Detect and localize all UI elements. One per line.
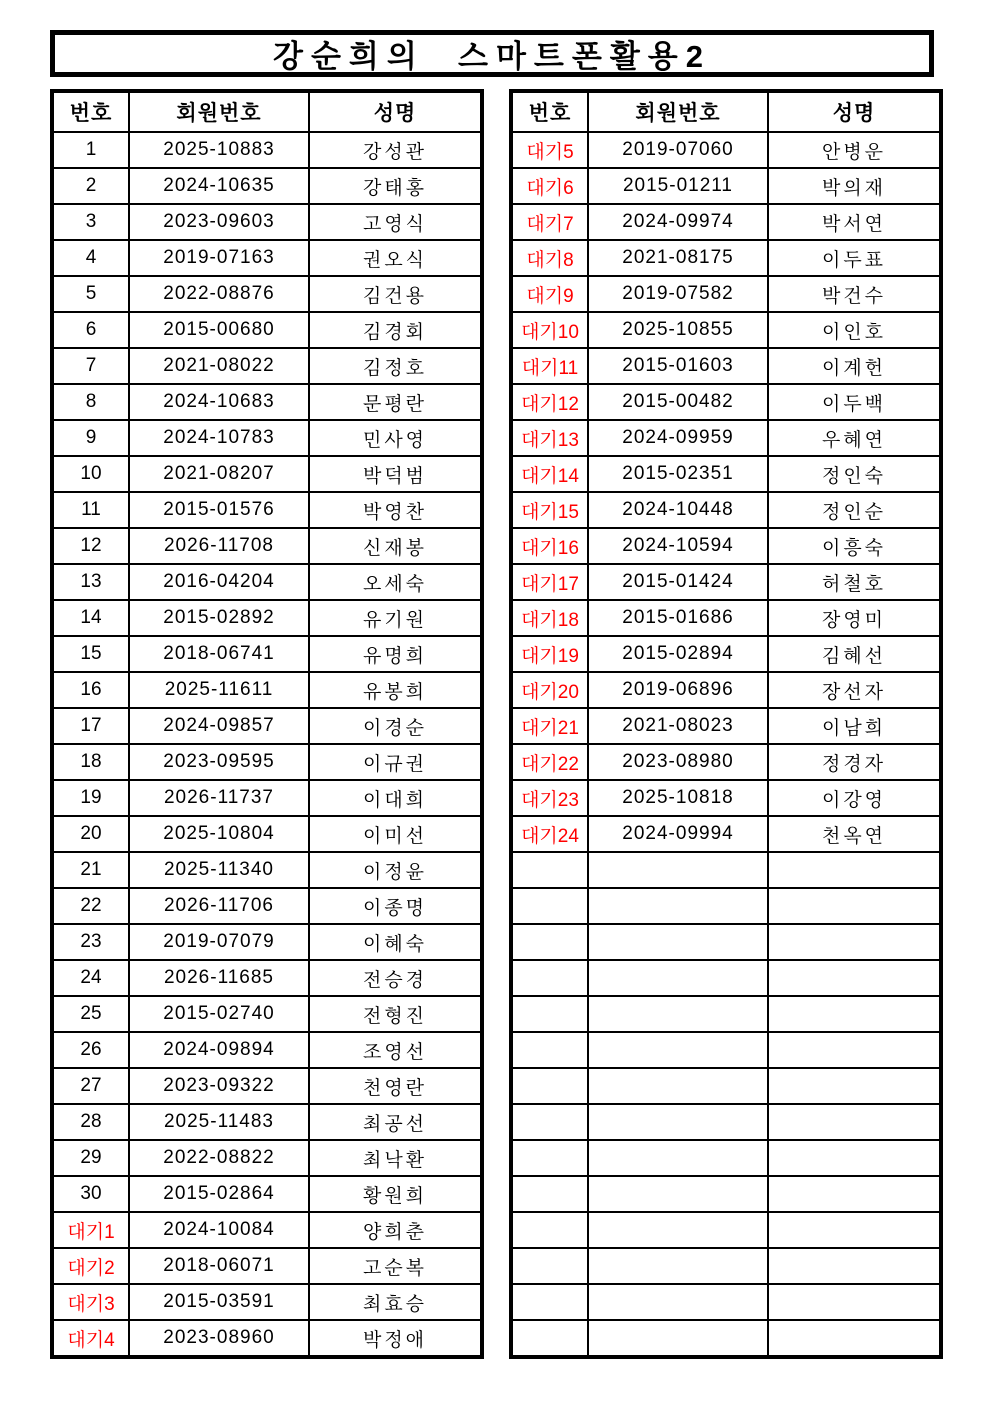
row-number-cell: 대기20 [511, 672, 588, 708]
member-name-cell [768, 852, 941, 888]
header-name: 성명 [768, 91, 941, 132]
right-roster-body [511, 132, 941, 1357]
member-id-cell: 2015-02351 [588, 456, 768, 492]
member-id-cell: 2025-11611 [129, 672, 309, 708]
member-id-cell: 2026-11685 [129, 960, 309, 996]
row-number-cell: 4 [52, 240, 129, 276]
row-number-cell: 대기5 [511, 132, 588, 168]
table-row [52, 168, 482, 204]
row-number-cell [511, 1320, 588, 1357]
member-id-cell: 2021-08023 [588, 708, 768, 744]
table-row [511, 996, 941, 1032]
member-id-cell [588, 1212, 768, 1248]
member-name-cell: 양희춘 [309, 1212, 482, 1248]
table-row [52, 780, 482, 816]
member-name-cell: 박서연 [768, 204, 941, 240]
table-row [52, 708, 482, 744]
member-name-cell: 박영찬 [309, 492, 482, 528]
row-number-cell: 9 [52, 420, 129, 456]
member-name-cell: 이계헌 [768, 348, 941, 384]
header-member-id: 회원번호 [588, 91, 768, 132]
member-id-cell: 2018-06071 [129, 1248, 309, 1284]
table-row [52, 600, 482, 636]
row-number-cell [511, 888, 588, 924]
member-name-cell [768, 1212, 941, 1248]
member-name-cell [768, 924, 941, 960]
table-row [52, 816, 482, 852]
table-row [511, 600, 941, 636]
member-name-cell [768, 1068, 941, 1104]
table-row [52, 276, 482, 312]
member-id-cell: 2023-09595 [129, 744, 309, 780]
member-id-cell: 2026-11706 [129, 888, 309, 924]
member-name-cell: 전승경 [309, 960, 482, 996]
table-row [52, 456, 482, 492]
member-name-cell [768, 1140, 941, 1176]
table-row [511, 168, 941, 204]
table-row [52, 888, 482, 924]
member-id-cell: 2022-08876 [129, 276, 309, 312]
table-row [511, 240, 941, 276]
member-name-cell: 이인호 [768, 312, 941, 348]
member-name-cell: 김경회 [309, 312, 482, 348]
table-row [52, 492, 482, 528]
table-row [511, 1176, 941, 1212]
row-number-cell [511, 1068, 588, 1104]
member-name-cell [768, 996, 941, 1032]
member-id-cell: 2015-01211 [588, 168, 768, 204]
row-number-cell: 21 [52, 852, 129, 888]
table-row [511, 492, 941, 528]
table-row [52, 1068, 482, 1104]
member-id-cell: 2015-01424 [588, 564, 768, 600]
member-name-cell: 이대희 [309, 780, 482, 816]
member-name-cell: 민사영 [309, 420, 482, 456]
row-number-cell: 대기19 [511, 636, 588, 672]
left-roster-table [50, 89, 484, 1359]
table-row [52, 852, 482, 888]
table-row [511, 1068, 941, 1104]
row-number-cell: 11 [52, 492, 129, 528]
member-name-cell: 박정애 [309, 1320, 482, 1357]
row-number-cell: 25 [52, 996, 129, 1032]
member-id-cell [588, 996, 768, 1032]
member-id-cell: 2015-01603 [588, 348, 768, 384]
table-row [52, 348, 482, 384]
table-row [52, 420, 482, 456]
member-id-cell [588, 1032, 768, 1068]
table-row [52, 312, 482, 348]
table-row [511, 960, 941, 996]
member-name-cell: 박의재 [768, 168, 941, 204]
member-name-cell: 이규권 [309, 744, 482, 780]
row-number-cell: 30 [52, 1176, 129, 1212]
row-number-cell [511, 1176, 588, 1212]
member-id-cell: 2019-06896 [588, 672, 768, 708]
row-number-cell: 27 [52, 1068, 129, 1104]
member-id-cell: 2015-02864 [129, 1176, 309, 1212]
table-row [52, 204, 482, 240]
left-roster-body [52, 132, 482, 1357]
member-name-cell: 허철호 [768, 564, 941, 600]
member-id-cell: 2025-10855 [588, 312, 768, 348]
table-row [511, 708, 941, 744]
member-id-cell [588, 1320, 768, 1357]
row-number-cell: 20 [52, 816, 129, 852]
table-row [511, 1104, 941, 1140]
row-number-cell: 22 [52, 888, 129, 924]
member-name-cell: 문평란 [309, 384, 482, 420]
table-row [511, 744, 941, 780]
row-number-cell [511, 852, 588, 888]
row-number-cell: 대기7 [511, 204, 588, 240]
row-number-cell: 대기18 [511, 600, 588, 636]
row-number-cell: 16 [52, 672, 129, 708]
row-number-cell [511, 924, 588, 960]
row-number-cell: 대기23 [511, 780, 588, 816]
member-name-cell: 정인순 [768, 492, 941, 528]
member-name-cell: 김혜선 [768, 636, 941, 672]
table-row [52, 1212, 482, 1248]
member-name-cell: 장영미 [768, 600, 941, 636]
row-number-cell: 19 [52, 780, 129, 816]
member-name-cell: 유명희 [309, 636, 482, 672]
row-number-cell: 대기11 [511, 348, 588, 384]
member-name-cell: 김정호 [309, 348, 482, 384]
member-name-cell [768, 1032, 941, 1068]
member-id-cell: 2025-10883 [129, 132, 309, 168]
row-number-cell: 대기17 [511, 564, 588, 600]
member-id-cell: 2024-10448 [588, 492, 768, 528]
row-number-cell [511, 1212, 588, 1248]
member-id-cell [588, 1068, 768, 1104]
member-name-cell: 조영선 [309, 1032, 482, 1068]
member-id-cell: 2019-07060 [588, 132, 768, 168]
table-row [511, 888, 941, 924]
table-row [52, 744, 482, 780]
member-name-cell: 최낙환 [309, 1140, 482, 1176]
member-id-cell: 2025-10818 [588, 780, 768, 816]
page-title [50, 30, 934, 77]
member-name-cell: 오세숙 [309, 564, 482, 600]
row-number-cell: 대기22 [511, 744, 588, 780]
table-row [511, 204, 941, 240]
member-id-cell [588, 888, 768, 924]
page-title-text: 강순희의 스마트폰활용2 [273, 39, 711, 74]
member-name-cell: 천영란 [309, 1068, 482, 1104]
member-name-cell: 천옥연 [768, 816, 941, 852]
member-name-cell: 이종명 [309, 888, 482, 924]
table-row [511, 1140, 941, 1176]
member-id-cell: 2015-03591 [129, 1284, 309, 1320]
table-row [511, 1284, 941, 1320]
row-number-cell: 대기13 [511, 420, 588, 456]
row-number-cell: 10 [52, 456, 129, 492]
row-number-cell: 24 [52, 960, 129, 996]
row-number-cell: 대기2 [52, 1248, 129, 1284]
member-name-cell [768, 888, 941, 924]
member-id-cell: 2025-11483 [129, 1104, 309, 1140]
row-number-cell: 8 [52, 384, 129, 420]
row-number-cell: 29 [52, 1140, 129, 1176]
member-id-cell: 2015-02740 [129, 996, 309, 1032]
row-number-cell: 대기3 [52, 1284, 129, 1320]
member-name-cell [768, 960, 941, 996]
table-row [52, 132, 482, 168]
member-name-cell [768, 1176, 941, 1212]
member-id-cell: 2015-00482 [588, 384, 768, 420]
member-name-cell: 박덕범 [309, 456, 482, 492]
table-row [511, 384, 941, 420]
header-name: 성명 [309, 91, 482, 132]
member-id-cell: 2021-08022 [129, 348, 309, 384]
table-row [52, 528, 482, 564]
member-name-cell [768, 1284, 941, 1320]
table-row [511, 312, 941, 348]
member-id-cell [588, 852, 768, 888]
row-number-cell: 대기9 [511, 276, 588, 312]
member-id-cell: 2015-01576 [129, 492, 309, 528]
member-id-cell: 2016-04204 [129, 564, 309, 600]
member-name-cell: 전형진 [309, 996, 482, 1032]
row-number-cell [511, 1032, 588, 1068]
row-number-cell: 대기6 [511, 168, 588, 204]
member-id-cell: 2021-08175 [588, 240, 768, 276]
table-row [52, 960, 482, 996]
row-number-cell: 5 [52, 276, 129, 312]
table-row [511, 816, 941, 852]
member-name-cell: 황원희 [309, 1176, 482, 1212]
table-row [511, 348, 941, 384]
member-id-cell: 2026-11708 [129, 528, 309, 564]
member-id-cell: 2024-10783 [129, 420, 309, 456]
member-id-cell: 2019-07163 [129, 240, 309, 276]
member-id-cell: 2021-08207 [129, 456, 309, 492]
row-number-cell: 13 [52, 564, 129, 600]
row-number-cell: 14 [52, 600, 129, 636]
member-name-cell: 이남희 [768, 708, 941, 744]
header-member-id: 회원번호 [129, 91, 309, 132]
member-name-cell: 우혜연 [768, 420, 941, 456]
row-number-cell: 6 [52, 312, 129, 348]
header-no: 번호 [511, 91, 588, 132]
member-id-cell: 2026-11737 [129, 780, 309, 816]
table-row [511, 672, 941, 708]
member-id-cell: 2024-10635 [129, 168, 309, 204]
header-row [52, 91, 482, 132]
member-name-cell: 이강영 [768, 780, 941, 816]
member-id-cell: 2019-07079 [129, 924, 309, 960]
member-id-cell: 2018-06741 [129, 636, 309, 672]
member-name-cell: 유봉희 [309, 672, 482, 708]
table-row [52, 924, 482, 960]
member-id-cell: 2025-11340 [129, 852, 309, 888]
table-row [511, 276, 941, 312]
table-row [511, 1032, 941, 1068]
member-name-cell: 이경순 [309, 708, 482, 744]
table-row [52, 636, 482, 672]
member-id-cell: 2015-00680 [129, 312, 309, 348]
row-number-cell [511, 1284, 588, 1320]
member-name-cell: 정인숙 [768, 456, 941, 492]
member-id-cell: 2023-09322 [129, 1068, 309, 1104]
member-name-cell: 최효승 [309, 1284, 482, 1320]
member-id-cell: 2022-08822 [129, 1140, 309, 1176]
member-id-cell: 2024-09959 [588, 420, 768, 456]
member-id-cell: 2024-09974 [588, 204, 768, 240]
table-row [511, 1320, 941, 1357]
table-row [52, 1284, 482, 1320]
row-number-cell: 대기4 [52, 1320, 129, 1357]
member-name-cell: 김건용 [309, 276, 482, 312]
row-number-cell: 1 [52, 132, 129, 168]
table-row [52, 672, 482, 708]
member-id-cell: 2023-09603 [129, 204, 309, 240]
member-id-cell: 2024-09894 [129, 1032, 309, 1068]
member-id-cell: 2024-10084 [129, 1212, 309, 1248]
table-row [511, 528, 941, 564]
table-row [52, 1176, 482, 1212]
row-number-cell: 23 [52, 924, 129, 960]
member-name-cell: 이흥숙 [768, 528, 941, 564]
table-row [511, 420, 941, 456]
member-name-cell: 이두표 [768, 240, 941, 276]
table-row [511, 636, 941, 672]
member-id-cell [588, 960, 768, 996]
row-number-cell: 대기24 [511, 816, 588, 852]
member-name-cell [768, 1320, 941, 1357]
table-row [52, 1248, 482, 1284]
row-number-cell: 28 [52, 1104, 129, 1140]
member-name-cell: 권오식 [309, 240, 482, 276]
member-id-cell: 2024-09994 [588, 816, 768, 852]
table-row [511, 456, 941, 492]
table-row [52, 1104, 482, 1140]
row-number-cell [511, 960, 588, 996]
row-number-cell: 대기15 [511, 492, 588, 528]
member-id-cell: 2015-01686 [588, 600, 768, 636]
member-name-cell: 유기원 [309, 600, 482, 636]
row-number-cell [511, 996, 588, 1032]
table-row [52, 1320, 482, 1357]
table-row [52, 1032, 482, 1068]
member-id-cell: 2015-02894 [588, 636, 768, 672]
row-number-cell: 대기14 [511, 456, 588, 492]
header-no: 번호 [52, 91, 129, 132]
member-name-cell [768, 1104, 941, 1140]
header-row [511, 91, 941, 132]
table-row [52, 996, 482, 1032]
member-name-cell: 최공선 [309, 1104, 482, 1140]
row-number-cell: 7 [52, 348, 129, 384]
member-name-cell: 이혜숙 [309, 924, 482, 960]
member-name-cell: 이미선 [309, 816, 482, 852]
row-number-cell: 대기8 [511, 240, 588, 276]
table-row [52, 240, 482, 276]
member-name-cell: 장선자 [768, 672, 941, 708]
table-row [511, 852, 941, 888]
member-id-cell: 2024-10594 [588, 528, 768, 564]
member-id-cell: 2025-10804 [129, 816, 309, 852]
member-id-cell: 2023-08960 [129, 1320, 309, 1357]
member-name-cell: 이정윤 [309, 852, 482, 888]
member-id-cell [588, 1140, 768, 1176]
row-number-cell: 2 [52, 168, 129, 204]
member-id-cell: 2015-02892 [129, 600, 309, 636]
row-number-cell: 대기21 [511, 708, 588, 744]
member-id-cell [588, 1104, 768, 1140]
member-name-cell: 안병운 [768, 132, 941, 168]
member-name-cell: 고영식 [309, 204, 482, 240]
member-id-cell: 2019-07582 [588, 276, 768, 312]
member-name-cell: 강성관 [309, 132, 482, 168]
row-number-cell: 대기16 [511, 528, 588, 564]
row-number-cell: 대기10 [511, 312, 588, 348]
table-row [52, 1140, 482, 1176]
row-number-cell [511, 1104, 588, 1140]
row-number-cell: 대기12 [511, 384, 588, 420]
member-name-cell: 정경자 [768, 744, 941, 780]
member-name-cell: 박건수 [768, 276, 941, 312]
row-number-cell: 대기1 [52, 1212, 129, 1248]
member-id-cell [588, 1284, 768, 1320]
table-row [52, 384, 482, 420]
table-row [52, 564, 482, 600]
right-roster-table [509, 89, 943, 1359]
row-number-cell: 17 [52, 708, 129, 744]
table-row [511, 1248, 941, 1284]
member-name-cell [768, 1248, 941, 1284]
row-number-cell: 26 [52, 1032, 129, 1068]
table-row [511, 780, 941, 816]
member-name-cell: 고순복 [309, 1248, 482, 1284]
member-id-cell: 2024-10683 [129, 384, 309, 420]
member-name-cell: 강태홍 [309, 168, 482, 204]
row-number-cell: 12 [52, 528, 129, 564]
row-number-cell: 3 [52, 204, 129, 240]
table-row [511, 924, 941, 960]
row-number-cell: 15 [52, 636, 129, 672]
row-number-cell: 18 [52, 744, 129, 780]
row-number-cell [511, 1140, 588, 1176]
member-id-cell [588, 924, 768, 960]
member-name-cell: 이두백 [768, 384, 941, 420]
member-id-cell [588, 1176, 768, 1212]
member-name-cell: 신재봉 [309, 528, 482, 564]
table-row [511, 564, 941, 600]
row-number-cell [511, 1248, 588, 1284]
table-row [511, 1212, 941, 1248]
member-id-cell [588, 1248, 768, 1284]
table-row [511, 132, 941, 168]
tables-container [50, 89, 944, 1359]
member-id-cell: 2024-09857 [129, 708, 309, 744]
member-id-cell: 2023-08980 [588, 744, 768, 780]
